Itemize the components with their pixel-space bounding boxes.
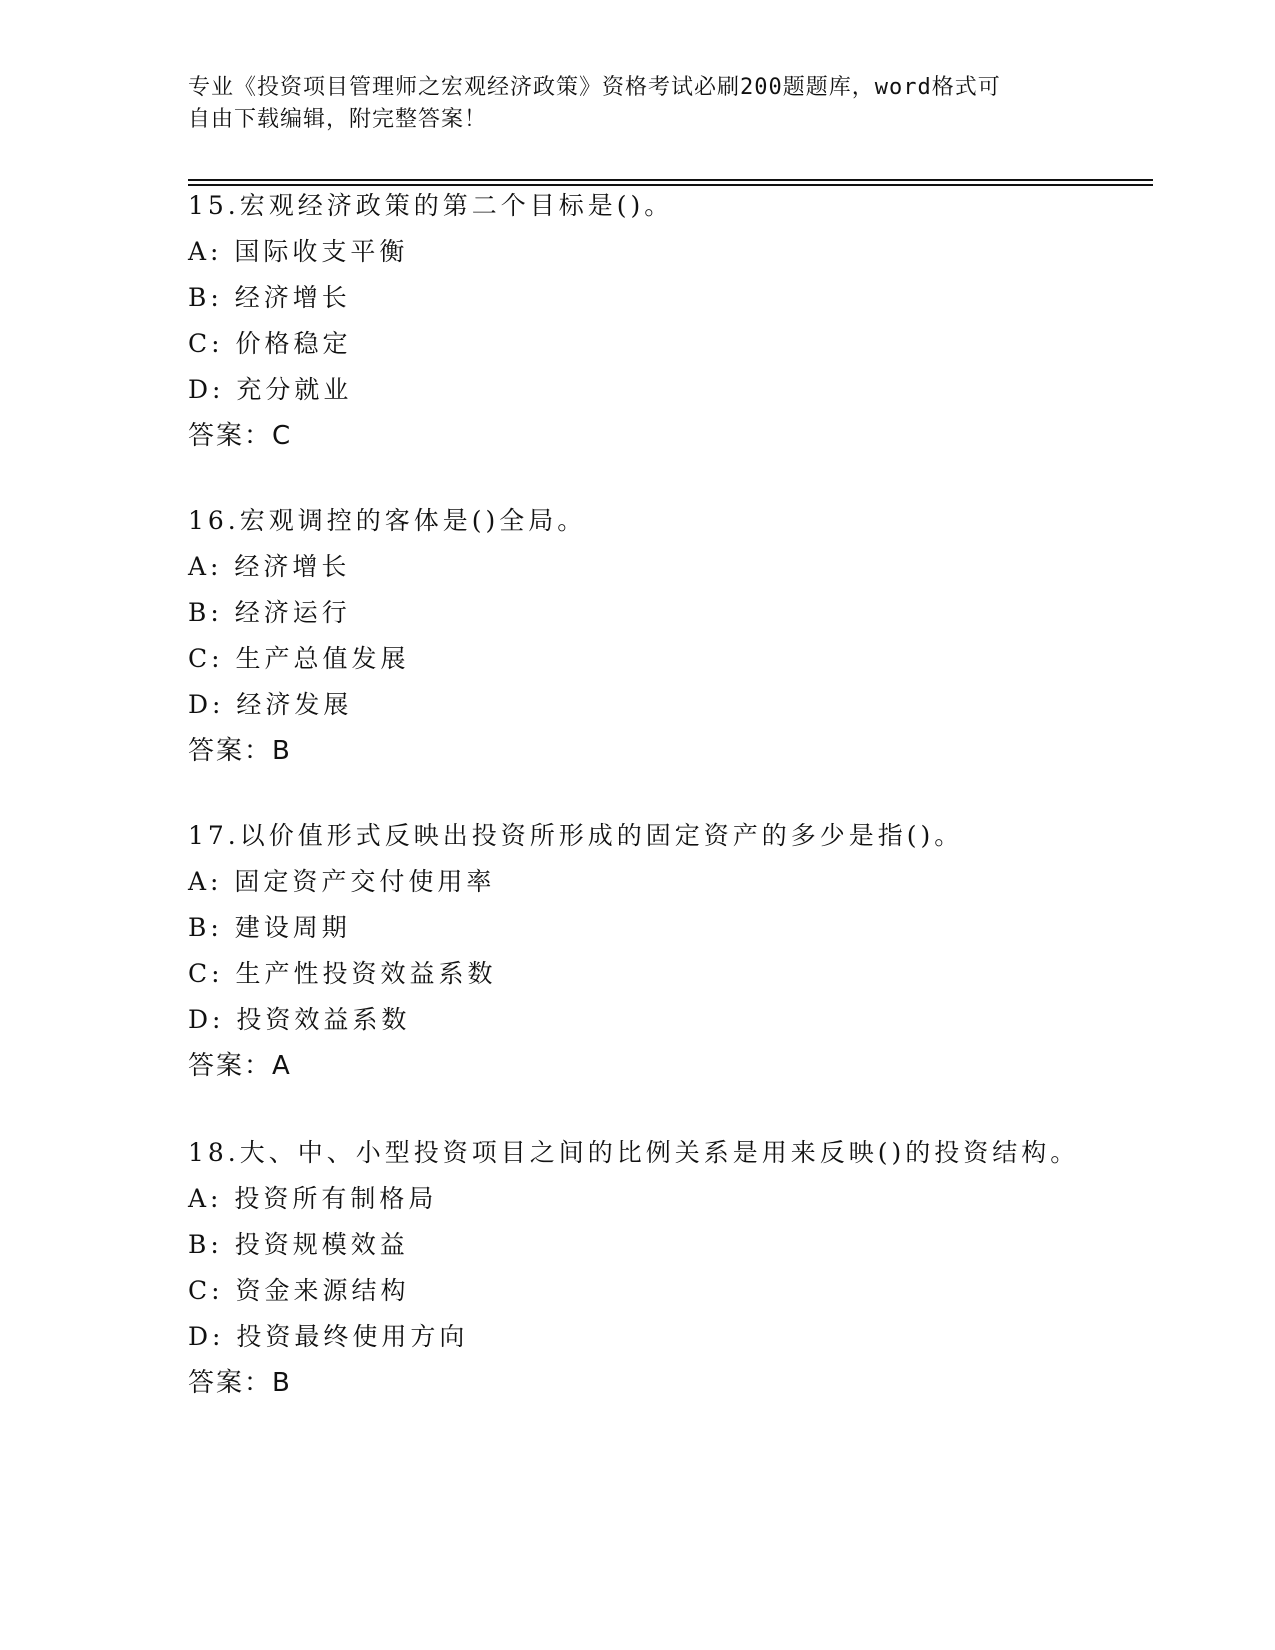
header-line-2: 自由下载编辑，附完整答案！ xyxy=(188,107,488,132)
option-a: A: 固定资产交付使用率 xyxy=(188,867,496,896)
option-d: D: 充分就业 xyxy=(188,375,353,404)
option-b: B: 经济运行 xyxy=(188,598,351,627)
option-c: C: 生产总值发展 xyxy=(188,644,410,673)
question-stem: 15.宏观经济政策的第二个目标是()。 xyxy=(188,191,674,220)
option-b: B: 建设周期 xyxy=(188,913,351,942)
option-c: C: 资金来源结构 xyxy=(188,1276,410,1305)
question-stem: 18.大、中、小型投资项目之间的比例关系是用来反映()的投资结构。 xyxy=(188,1138,1080,1167)
option-c: C: 生产性投资效益系数 xyxy=(188,959,497,988)
option-b: B: 经济增长 xyxy=(188,283,351,312)
question-block xyxy=(188,1130,1188,1406)
option-c: C: 价格稳定 xyxy=(188,329,352,358)
option-d: D: 投资最终使用方向 xyxy=(188,1322,469,1351)
document-header xyxy=(188,72,1068,136)
answer-line: 答案：B xyxy=(188,736,292,766)
answer-line: 答案：B xyxy=(188,1368,292,1398)
option-d: D: 经济发展 xyxy=(188,690,353,719)
option-a: A: 国际收支平衡 xyxy=(188,237,409,266)
question-block xyxy=(188,183,1188,459)
question-block xyxy=(188,813,1188,1089)
option-a: A: 经济增长 xyxy=(188,552,351,581)
option-d: D: 投资效益系数 xyxy=(188,1005,411,1034)
question-block xyxy=(188,498,1188,774)
question-stem: 16.宏观调控的客体是()全局。 xyxy=(188,506,587,535)
answer-line: 答案：C xyxy=(188,421,293,451)
option-a: A: 投资所有制格局 xyxy=(188,1184,438,1213)
header-line-1: 专业《投资项目管理师之宏观经济政策》资格考试必刷200题题库，word格式可 xyxy=(188,75,1001,100)
question-stem: 17.以价值形式反映出投资所形成的固定资产的多少是指()。 xyxy=(188,821,964,850)
option-b: B: 投资规模效益 xyxy=(188,1230,409,1259)
answer-line: 答案：A xyxy=(188,1051,292,1081)
header-divider-top xyxy=(188,179,1153,181)
